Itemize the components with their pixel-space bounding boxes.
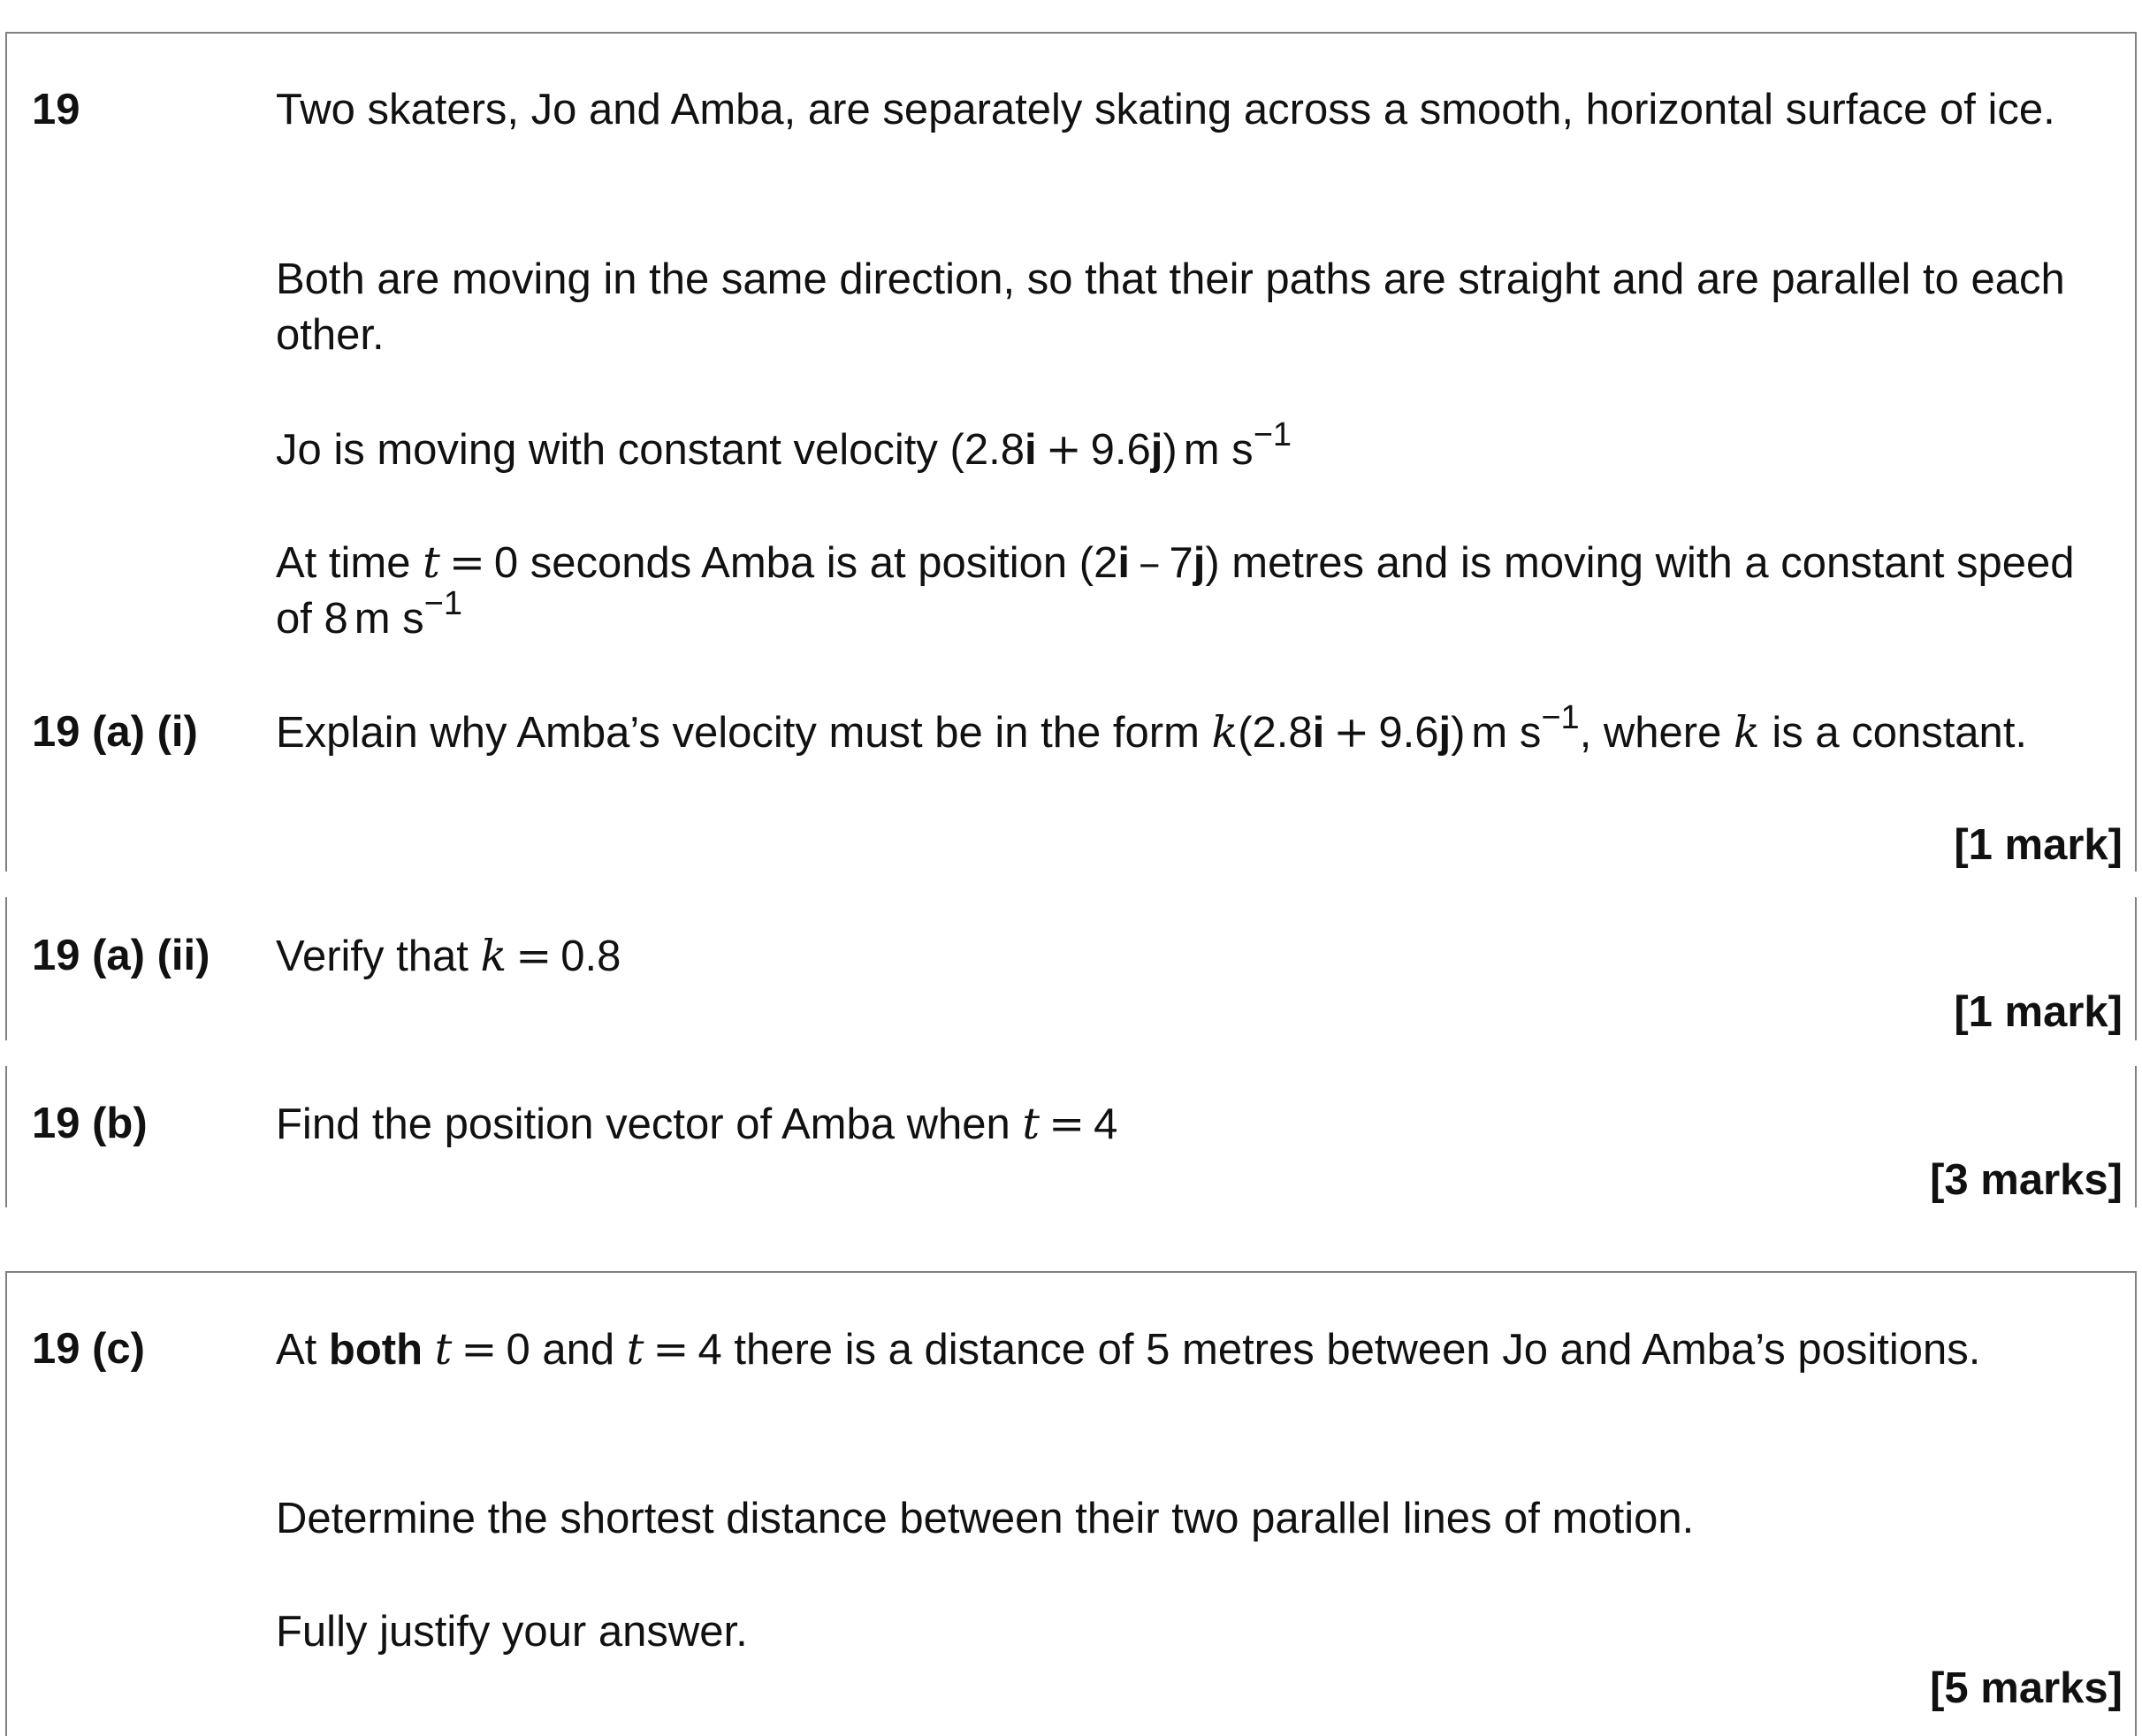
close-paren: ) <box>1162 426 1178 474</box>
part-c-paragraph-1 <box>276 1321 2115 1378</box>
time-variable: t <box>434 1324 453 1374</box>
question-number: 19 <box>32 86 80 133</box>
part-label-b: 19 (b) <box>32 1100 148 1147</box>
k-variable: k <box>1211 707 1239 758</box>
equals-sign: = <box>461 1324 498 1374</box>
part-c-at: At <box>276 1326 317 1374</box>
marks-a-ii: [1 mark] <box>1954 988 2123 1036</box>
plus-sign: + <box>1333 707 1370 758</box>
amba-speed-text: ) metres and is moving with a constant speed of 8 <box>276 539 2075 643</box>
part-a-i-end: is a constant. <box>1772 709 2028 757</box>
part-c-both: both <box>328 1326 423 1374</box>
amba-position-text: 0 seconds Amba is at position (2 <box>493 539 1118 587</box>
open-paren-value: (2.8 <box>1238 709 1313 757</box>
part-b-text <box>276 1096 2115 1153</box>
part-label-a-i: 19 (a) (i) <box>32 708 198 756</box>
unit-exponent: −1 <box>1253 415 1292 453</box>
intro-paragraph-2: Both are moving in the same direction, so that their paths are straight and are parallel to each other. <box>276 255 2065 359</box>
velocity-unit: m s <box>1183 426 1254 474</box>
j-coefficient: 9.6 <box>1378 709 1439 757</box>
time-value: 4 <box>697 1326 722 1374</box>
speed-unit: m s <box>354 595 424 643</box>
equals-sign: = <box>448 537 485 588</box>
part-a-i-lead: Explain why Amba’s velocity must be in the form <box>276 709 1200 757</box>
time-variable: t <box>1022 1099 1041 1149</box>
amba-position-text-start: At time <box>276 539 411 587</box>
k-variable: k <box>480 931 507 981</box>
unit-vector-i: i <box>1117 539 1130 587</box>
velocity-unit: m s <box>1471 709 1542 757</box>
j-coefficient: 9.6 <box>1090 426 1151 474</box>
unit-vector-j: j <box>1438 709 1452 757</box>
part-c-distance-text: there is a distance of 5 metres between Jo and Amba’s positions. <box>734 1326 1981 1374</box>
time-value: 4 <box>1094 1100 1118 1148</box>
k-value: 0.8 <box>560 933 621 980</box>
intro-paragraph-3 <box>276 415 2115 478</box>
part-label-c: 19 (c) <box>32 1325 146 1373</box>
marks-a-i: [1 mark] <box>1954 821 2123 869</box>
jo-velocity-text: Jo is moving with constant velocity (2.8 <box>276 426 1025 474</box>
k-variable: k <box>1734 707 1760 758</box>
time-variable: t <box>626 1324 644 1374</box>
unit-vector-i: i <box>1024 426 1037 474</box>
unit-vector-j: j <box>1150 426 1163 474</box>
intro-paragraph-1: Two skaters, Jo and Amba, are separately skating across a smooth, horizontal surface of ice. <box>276 86 2055 133</box>
time-variable: t <box>423 537 440 588</box>
minus-sign: – <box>1138 537 1161 588</box>
part-c-paragraph-2: Determine the shortest distance between their two parallel lines of motion. <box>276 1495 1695 1542</box>
plus-sign: + <box>1045 424 1082 475</box>
part-a-ii-lead: Verify that <box>276 933 469 980</box>
part-label-a-ii: 19 (a) (ii) <box>32 932 210 979</box>
close-paren: ) <box>1451 709 1466 757</box>
part-a-i-where: , where <box>1579 709 1722 757</box>
equals-sign: = <box>652 1324 690 1374</box>
equals-sign: = <box>1048 1099 1086 1149</box>
unit-exponent: −1 <box>423 584 462 622</box>
time-value: 0 <box>506 1326 530 1374</box>
intro-paragraph-4 <box>276 535 2115 647</box>
equals-sign: = <box>515 931 553 981</box>
marks-b: [3 marks] <box>1930 1156 2123 1204</box>
marks-c: [5 marks] <box>1930 1664 2123 1712</box>
unit-exponent: −1 <box>1541 698 1580 736</box>
part-a-ii-text <box>276 928 2115 985</box>
j-coefficient: 7 <box>1169 539 1193 587</box>
part-c-and: and <box>542 1326 615 1374</box>
unit-vector-j: j <box>1193 539 1206 587</box>
unit-vector-i: i <box>1312 709 1325 757</box>
part-b-lead: Find the position vector of Amba when <box>276 1100 1010 1148</box>
part-c-paragraph-3: Fully justify your answer. <box>276 1608 748 1656</box>
part-a-i-text <box>276 698 2115 761</box>
